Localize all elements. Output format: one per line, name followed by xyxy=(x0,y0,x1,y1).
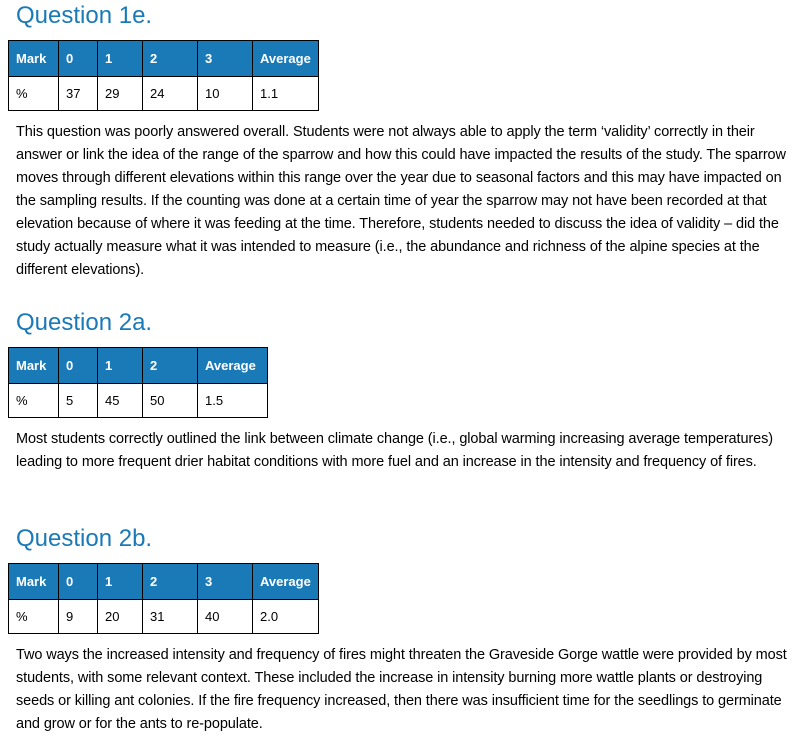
header-cell-average: Average xyxy=(253,41,319,77)
header-cell-mark: Mark xyxy=(9,564,59,600)
header-cell-2: 2 xyxy=(143,41,198,77)
cell-percent-label: % xyxy=(9,600,59,634)
question-title: Question 1e. xyxy=(16,2,153,29)
cell-mark-0: 5 xyxy=(59,384,98,418)
marks-table xyxy=(8,40,319,111)
section-question-1e xyxy=(0,2,793,282)
header-cell-mark: Mark xyxy=(9,348,59,384)
cell-average: 1.5 xyxy=(198,384,268,418)
question-title: Question 2b. xyxy=(16,525,153,552)
header-cell-1: 1 xyxy=(98,564,143,600)
header-cell-1: 1 xyxy=(98,348,143,384)
table-row xyxy=(9,384,268,418)
header-cell-3: 3 xyxy=(198,41,253,77)
marks-table xyxy=(8,347,268,418)
cell-mark-0: 9 xyxy=(59,600,98,634)
cell-mark-1: 20 xyxy=(98,600,143,634)
cell-average: 1.1 xyxy=(253,77,319,111)
question-title: Question 2a. xyxy=(16,309,153,336)
commentary-paragraph: This question was poorly answered overall. Students were not always able to apply the term ‘validity’ correctly in their answer or link the idea of the range of the sparrow and how this could have impacted the results of the study. The sparrow moves through different elevations within this range over the year due to seasonal factors and this may have impacted on the sampling results. If the counting was done at a certain time of year the sparrow may not have been recorded at that elevation because of where it was feeding at the time. Therefore, students needed to discuss the idea of validity – did the study actually measure what it was intended to measure (i.e., the abundance and richness of the alpine species at the different elevations). xyxy=(16,124,786,278)
section-question-2a xyxy=(0,309,793,474)
header-cell-0: 0 xyxy=(59,348,98,384)
header-cell-3: 3 xyxy=(198,564,253,600)
cell-percent-label: % xyxy=(9,77,59,111)
header-cell-2: 2 xyxy=(143,348,198,384)
table-header-row xyxy=(9,41,319,77)
cell-mark-0: 37 xyxy=(59,77,98,111)
header-cell-0: 0 xyxy=(59,41,98,77)
header-cell-average: Average xyxy=(198,348,268,384)
commentary-paragraph: Two ways the increased intensity and frequency of fires might threaten the Graveside Gorge wattle were provided by most students, with some relevant context. These included the increase in intensity burning more wattle plants or destroying seeds or killing ant colonies. If the fire frequency increased, then there was insufficient time for the seedlings to germinate and grow or for the ants to re-populate. xyxy=(16,647,787,732)
marks-table xyxy=(8,563,319,634)
cell-mark-2: 50 xyxy=(143,384,198,418)
commentary-paragraph: Most students correctly outlined the link between climate change (i.e., global warming increasing average temperatures) leading to more frequent drier habitat conditions with more fuel and an increase in the intensity and frequency of fires. xyxy=(16,431,773,470)
table-header-row xyxy=(9,564,319,600)
cell-mark-2: 31 xyxy=(143,600,198,634)
header-cell-1: 1 xyxy=(98,41,143,77)
header-cell-average: Average xyxy=(253,564,319,600)
cell-mark-1: 29 xyxy=(98,77,143,111)
header-cell-0: 0 xyxy=(59,564,98,600)
cell-mark-3: 40 xyxy=(198,600,253,634)
header-cell-mark: Mark xyxy=(9,41,59,77)
table-row xyxy=(9,600,319,634)
table-header-row xyxy=(9,348,268,384)
cell-mark-1: 45 xyxy=(98,384,143,418)
table-row xyxy=(9,77,319,111)
cell-mark-3: 10 xyxy=(198,77,253,111)
section-question-2b xyxy=(0,525,793,736)
cell-percent-label: % xyxy=(9,384,59,418)
cell-mark-2: 24 xyxy=(143,77,198,111)
header-cell-2: 2 xyxy=(143,564,198,600)
cell-average: 2.0 xyxy=(253,600,319,634)
